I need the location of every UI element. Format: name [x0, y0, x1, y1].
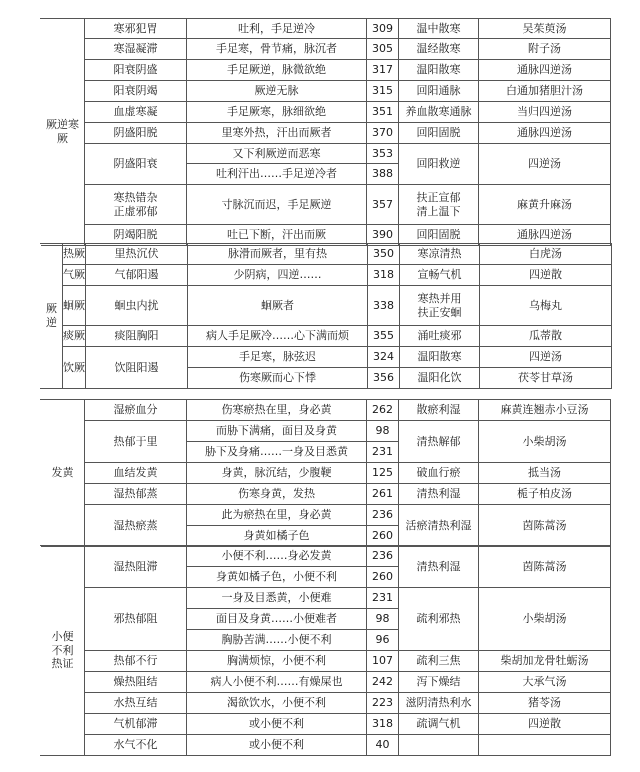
syndrome-cell: 血结发黄 — [85, 463, 187, 484]
symptom-cell: 手足厥寒，脉细欲绝 — [187, 102, 367, 123]
syndrome-cell: 阴盛阳衰 — [85, 144, 187, 185]
symptom-cell: 面目及身黄……小便难者 — [187, 609, 367, 630]
clause-cell: 338 — [368, 286, 400, 326]
clause-cell: 98 — [367, 421, 399, 442]
syndrome-cell: 阳衰阴竭 — [85, 81, 187, 102]
clause-cell: 315 — [367, 81, 399, 102]
table-row — [41, 735, 611, 756]
formula-cell: 通脉四逆汤 — [479, 60, 611, 81]
symptom-cell: 手足寒，骨节痛，脉沉者 — [187, 39, 367, 60]
symptom-cell: 寸脉沉而迟，手足厥逆 — [187, 185, 367, 225]
syndrome-cell: 水热互结 — [85, 693, 187, 714]
method-cell: 温经散寒 — [399, 39, 479, 60]
table-row — [41, 421, 611, 442]
table-row — [41, 60, 611, 81]
formula-cell: 白虎汤 — [480, 244, 612, 265]
method-cell: 破血行瘀 — [399, 463, 479, 484]
method-cell: 寒凉清热 — [400, 244, 480, 265]
symptom-cell: 伤寒厥而心下悸 — [188, 368, 368, 389]
syndrome-cell: 水气不化 — [85, 735, 187, 756]
formula-cell: 四逆散 — [480, 265, 612, 286]
table-row — [41, 144, 611, 164]
formula-cell: 栀子柏皮汤 — [479, 484, 611, 505]
table-row — [41, 39, 611, 60]
syndrome-cell: 寒湿凝滞 — [85, 39, 187, 60]
clause-cell: 262 — [367, 400, 399, 421]
table-row — [41, 286, 612, 326]
method-cell: 回阳固脱 — [399, 123, 479, 144]
clause-cell: 223 — [367, 693, 399, 714]
symptom-cell: 身黄如橘子色 — [187, 526, 367, 547]
formula-cell: 瓜蒂散 — [480, 326, 612, 347]
clause-cell: 260 — [367, 526, 399, 547]
syndrome-cell: 热郁不行 — [85, 651, 187, 672]
formula-cell: 大承气汤 — [479, 672, 611, 693]
table-row — [41, 463, 611, 484]
clause-cell: 324 — [368, 347, 400, 368]
symptom-cell: 伤寒身黄，发热 — [187, 484, 367, 505]
formula-cell: 茯苓甘草汤 — [480, 368, 612, 389]
method-cell: 温中散寒 — [399, 19, 479, 39]
formula-cell: 通脉四逆汤 — [479, 225, 611, 246]
symptom-cell: 手足寒，脉弦迟 — [188, 347, 368, 368]
subcategory-cell: 痰厥 — [63, 326, 86, 347]
table-row — [41, 484, 611, 505]
clause-cell: 318 — [367, 714, 399, 735]
method-cell: 回阳固脱 — [399, 225, 479, 246]
symptom-cell: 手足厥逆，脉微欲绝 — [187, 60, 367, 81]
clause-cell: 370 — [367, 123, 399, 144]
formula-cell: 四逆汤 — [480, 347, 612, 368]
formula-cell: 白通加猪胆汁汤 — [479, 81, 611, 102]
formula-cell: 猪苓汤 — [479, 693, 611, 714]
syndrome-cell: 阴盛阳脱 — [85, 123, 187, 144]
symptom-cell: 胁下及身痛……一身及目悉黄 — [187, 442, 367, 463]
method-cell: 养血散寒通脉 — [399, 102, 479, 123]
clause-cell: 355 — [368, 326, 400, 347]
syndrome-cell: 寒热错杂 正虚邪郁 — [85, 185, 187, 225]
method-cell: 滋阴清热利水 — [399, 693, 479, 714]
symptom-cell: 胸胁苦满……小便不利 — [187, 630, 367, 651]
table-row — [41, 265, 612, 286]
clause-cell: 261 — [367, 484, 399, 505]
syndrome-cell: 邪热郁阻 — [85, 588, 187, 651]
method-cell: 清热利湿 — [399, 484, 479, 505]
clause-cell: 231 — [367, 442, 399, 463]
formula-cell: 茵陈蒿汤 — [479, 546, 611, 588]
table-row — [41, 588, 611, 609]
method-cell: 散瘀利湿 — [399, 400, 479, 421]
clause-cell: 388 — [367, 164, 399, 185]
symptom-cell: 又下利厥逆而恶寒 — [187, 144, 367, 164]
symptom-cell: 脉滑而厥者，里有热 — [188, 244, 368, 265]
clause-cell: 318 — [368, 265, 400, 286]
symptom-cell: 身黄，脉沉结，少腹鞕 — [187, 463, 367, 484]
syndrome-cell: 热郁于里 — [85, 421, 187, 463]
formula-cell: 当归四逆汤 — [479, 102, 611, 123]
subcategory-cell: 饮厥 — [63, 347, 86, 389]
symptom-cell: 一身及目悉黄，小便难 — [187, 588, 367, 609]
category-cell: 厥逆寒厥 — [41, 19, 85, 246]
formula-cell: 小柴胡汤 — [479, 421, 611, 463]
table-row — [41, 185, 611, 225]
clause-cell: 236 — [367, 505, 399, 526]
clause-cell: 107 — [367, 651, 399, 672]
clause-cell: 305 — [367, 39, 399, 60]
table-row — [41, 19, 611, 39]
method-cell: 清热解郁 — [399, 421, 479, 463]
method-cell: 回阳救逆 — [399, 144, 479, 185]
method-cell: 温阳散寒 — [400, 347, 480, 368]
table-row — [41, 326, 612, 347]
clause-cell: 390 — [367, 225, 399, 246]
table-row — [41, 123, 611, 144]
clause-cell: 357 — [367, 185, 399, 225]
clause-cell: 96 — [367, 630, 399, 651]
symptom-cell: 吐利，手足逆冷 — [187, 19, 367, 39]
syndrome-cell: 蛔虫内扰 — [86, 286, 188, 326]
clause-cell: 351 — [367, 102, 399, 123]
method-cell: 涌吐痰邪 — [400, 326, 480, 347]
method-cell: 温阳散寒 — [399, 60, 479, 81]
table-row — [41, 546, 611, 567]
formula-cell: 附子汤 — [479, 39, 611, 60]
table-jueni — [40, 18, 611, 246]
subcategory-cell: 蛔厥 — [63, 286, 86, 326]
syndrome-cell: 燥热阻结 — [85, 672, 187, 693]
method-cell: 泻下燥结 — [399, 672, 479, 693]
method-cell: 疏调气机 — [399, 714, 479, 735]
clause-cell: 231 — [367, 588, 399, 609]
symptom-cell: 蛔厥者 — [188, 286, 368, 326]
method-cell: 清热利湿 — [399, 546, 479, 588]
method-cell — [399, 735, 479, 756]
formula-cell: 吴茱萸汤 — [479, 19, 611, 39]
symptom-cell: 或小便不利 — [187, 735, 367, 756]
category-cell: 厥逆 — [41, 244, 63, 389]
syndrome-cell: 气郁阳遏 — [86, 265, 188, 286]
formula-cell: 四逆散 — [479, 714, 611, 735]
table-row — [41, 244, 612, 265]
formula-cell: 小柴胡汤 — [479, 588, 611, 651]
page-bottom-crop — [0, 757, 640, 772]
syndrome-cell: 寒邪犯胃 — [85, 19, 187, 39]
formula-cell: 柴胡加龙骨牡蛎汤 — [479, 651, 611, 672]
clause-cell: 242 — [367, 672, 399, 693]
table-row — [41, 672, 611, 693]
clause-cell: 309 — [367, 19, 399, 39]
symptom-cell: 吐利汗出……手足逆冷者 — [187, 164, 367, 185]
method-cell: 温阳化饮 — [400, 368, 480, 389]
method-cell: 扶正宣郁 清上温下 — [399, 185, 479, 225]
table-row — [41, 81, 611, 102]
formula-cell: 茵陈蒿汤 — [479, 505, 611, 547]
syndrome-cell: 湿热瘀蒸 — [85, 505, 187, 547]
symptom-cell: 吐已下断，汗出而厥 — [187, 225, 367, 246]
category-cell: 发黄 — [41, 400, 85, 547]
clause-cell: 98 — [367, 609, 399, 630]
table-row — [41, 505, 611, 526]
table-row — [41, 714, 611, 735]
formula-cell: 通脉四逆汤 — [479, 123, 611, 144]
table-xiaobian — [40, 545, 611, 756]
symptom-cell: 病人小便不利……有燥屎也 — [187, 672, 367, 693]
syndrome-cell: 湿热郁蒸 — [85, 484, 187, 505]
clause-cell: 125 — [367, 463, 399, 484]
symptom-cell: 病人手足厥冷……心下满而烦 — [188, 326, 368, 347]
clause-cell: 317 — [367, 60, 399, 81]
table-row — [41, 693, 611, 714]
table-fahuang — [40, 399, 611, 547]
clause-cell: 350 — [368, 244, 400, 265]
symptom-cell: 此为瘀热在里，身必黄 — [187, 505, 367, 526]
subcategory-cell: 气厥 — [63, 265, 86, 286]
method-cell: 疏利邪热 — [399, 588, 479, 651]
syndrome-cell: 气机郁滞 — [85, 714, 187, 735]
symptom-cell: 身黄如橘子色，小便不利 — [187, 567, 367, 588]
formula-cell — [479, 735, 611, 756]
method-cell: 活瘀清热利湿 — [399, 505, 479, 547]
clause-cell: 40 — [367, 735, 399, 756]
symptom-cell: 里寒外热，汗出而厥者 — [187, 123, 367, 144]
formula-cell: 麻黄升麻汤 — [479, 185, 611, 225]
clause-cell: 236 — [367, 546, 399, 567]
table-row — [41, 347, 612, 368]
symptom-cell: 渴欲饮水，小便不利 — [187, 693, 367, 714]
syndrome-cell: 痰阻胸阳 — [86, 326, 188, 347]
clause-cell: 353 — [367, 144, 399, 164]
formula-cell: 麻黄连翘赤小豆汤 — [479, 400, 611, 421]
symptom-cell: 伤寒瘀热在里，身必黄 — [187, 400, 367, 421]
table-row — [41, 400, 611, 421]
formula-cell: 抵当汤 — [479, 463, 611, 484]
syndrome-cell: 湿瘀血分 — [85, 400, 187, 421]
syndrome-cell: 阳衰阴盛 — [85, 60, 187, 81]
syndrome-cell: 湿热阻滞 — [85, 546, 187, 588]
symptom-cell: 厥逆无脉 — [187, 81, 367, 102]
formula-cell: 乌梅丸 — [480, 286, 612, 326]
syndrome-cell: 阴竭阳脱 — [85, 225, 187, 246]
clause-cell: 356 — [368, 368, 400, 389]
symptom-cell: 小便不利……身必发黄 — [187, 546, 367, 567]
syndrome-cell: 血虚寒凝 — [85, 102, 187, 123]
symptom-cell: 或小便不利 — [187, 714, 367, 735]
symptom-cell: 而胁下满痛，面目及身黄 — [187, 421, 367, 442]
method-cell: 疏利三焦 — [399, 651, 479, 672]
method-cell: 寒热并用 扶正安蛔 — [400, 286, 480, 326]
syndrome-cell: 饮阻阳遏 — [86, 347, 188, 389]
symptom-cell: 少阴病，四逆…… — [188, 265, 368, 286]
table-row — [41, 651, 611, 672]
formula-cell: 四逆汤 — [479, 144, 611, 185]
table-jueni-sub — [40, 243, 612, 389]
clause-cell: 260 — [367, 567, 399, 588]
syndrome-cell: 里热沉伏 — [86, 244, 188, 265]
subcategory-cell: 热厥 — [63, 244, 86, 265]
table-row — [41, 102, 611, 123]
method-cell: 宣畅气机 — [400, 265, 480, 286]
symptom-cell: 胸满烦惊，小便不利 — [187, 651, 367, 672]
method-cell: 回阳通脉 — [399, 81, 479, 102]
category-cell: 小便 不利 热证 — [41, 546, 85, 756]
